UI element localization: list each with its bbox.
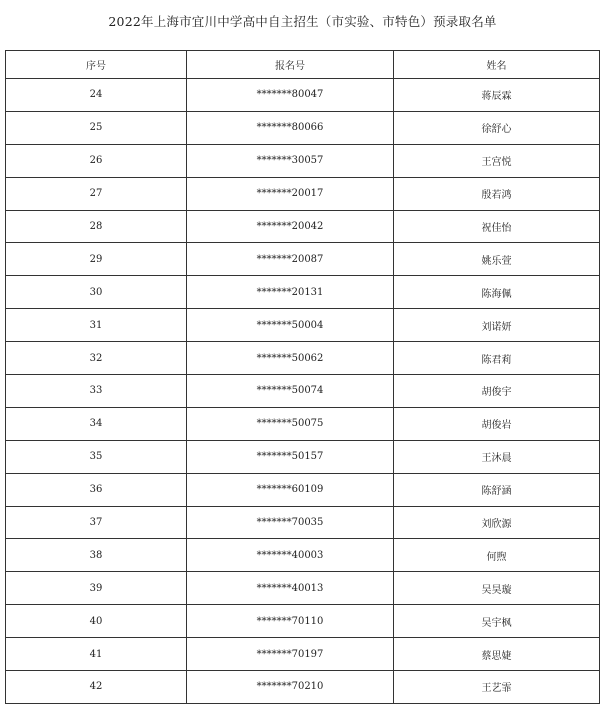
cell-name: 吴宇枫 [394,605,600,638]
admission-table [5,50,600,704]
cell-name: 胡俊岩 [394,407,600,440]
cell-registration-number: *******40003 [187,539,394,572]
cell-name: 刘诺妍 [394,309,600,342]
cell-name: 何煦 [394,539,600,572]
cell-seq: 28 [6,210,187,243]
cell-registration-number: *******60109 [187,473,394,506]
cell-registration-number: *******30057 [187,144,394,177]
cell-name: 祝佳怡 [394,210,600,243]
cell-name: 陈君莉 [394,342,600,375]
cell-registration-number: *******20042 [187,210,394,243]
cell-seq: 36 [6,473,187,506]
cell-name: 蔡思婕 [394,638,600,671]
cell-seq: 35 [6,440,187,473]
cell-name: 蒋辰霖 [394,79,600,112]
header-name: 姓名 [394,51,600,79]
cell-seq: 24 [6,79,187,112]
table-row [6,309,600,342]
cell-name: 陈海佩 [394,276,600,309]
table-row [6,440,600,473]
cell-registration-number: *******80047 [187,79,394,112]
cell-registration-number: *******70035 [187,506,394,539]
cell-registration-number: *******20087 [187,243,394,276]
cell-seq: 29 [6,243,187,276]
cell-registration-number: *******70197 [187,638,394,671]
cell-registration-number: *******70110 [187,605,394,638]
table-row [6,342,600,375]
table-row [6,638,600,671]
cell-seq: 40 [6,605,187,638]
cell-registration-number: *******70210 [187,671,394,704]
cell-seq: 27 [6,177,187,210]
cell-seq: 25 [6,111,187,144]
cell-seq: 34 [6,407,187,440]
cell-name: 殷若鸿 [394,177,600,210]
cell-registration-number: *******50157 [187,440,394,473]
cell-seq: 39 [6,572,187,605]
table-row [6,375,600,408]
cell-seq: 26 [6,144,187,177]
cell-registration-number: *******40013 [187,572,394,605]
table-row [6,210,600,243]
document-title: 2022年上海市宜川中学高中自主招生（市实验、市特色）预录取名单 [108,14,497,29]
table-row [6,111,600,144]
cell-name: 王宫悦 [394,144,600,177]
cell-name: 刘欣源 [394,506,600,539]
cell-seq: 31 [6,309,187,342]
table-row [6,671,600,704]
cell-registration-number: *******50062 [187,342,394,375]
cell-registration-number: *******20131 [187,276,394,309]
cell-registration-number: *******50075 [187,407,394,440]
cell-seq: 38 [6,539,187,572]
table-row [6,539,600,572]
table-row [6,506,600,539]
cell-seq: 30 [6,276,187,309]
header-seq: 序号 [6,51,187,79]
table-row [6,243,600,276]
cell-name: 胡俊宇 [394,375,600,408]
cell-seq: 32 [6,342,187,375]
cell-registration-number: *******80066 [187,111,394,144]
cell-seq: 42 [6,671,187,704]
header-registration-number: 报名号 [187,51,394,79]
table-row [6,79,600,112]
table-row [6,276,600,309]
cell-seq: 33 [6,375,187,408]
table-row [6,144,600,177]
cell-name: 吴昊璇 [394,572,600,605]
cell-registration-number: *******50074 [187,375,394,408]
table-row [6,177,600,210]
table-row [6,473,600,506]
table-header-row [6,51,600,79]
cell-name: 徐舒心 [394,111,600,144]
cell-name: 王沐晨 [394,440,600,473]
table-row [6,407,600,440]
cell-name: 陈舒涵 [394,473,600,506]
table-row [6,605,600,638]
table-row [6,572,600,605]
cell-seq: 37 [6,506,187,539]
cell-name: 王艺霏 [394,671,600,704]
cell-registration-number: *******20017 [187,177,394,210]
cell-seq: 41 [6,638,187,671]
cell-name: 姚乐萱 [394,243,600,276]
cell-registration-number: *******50004 [187,309,394,342]
